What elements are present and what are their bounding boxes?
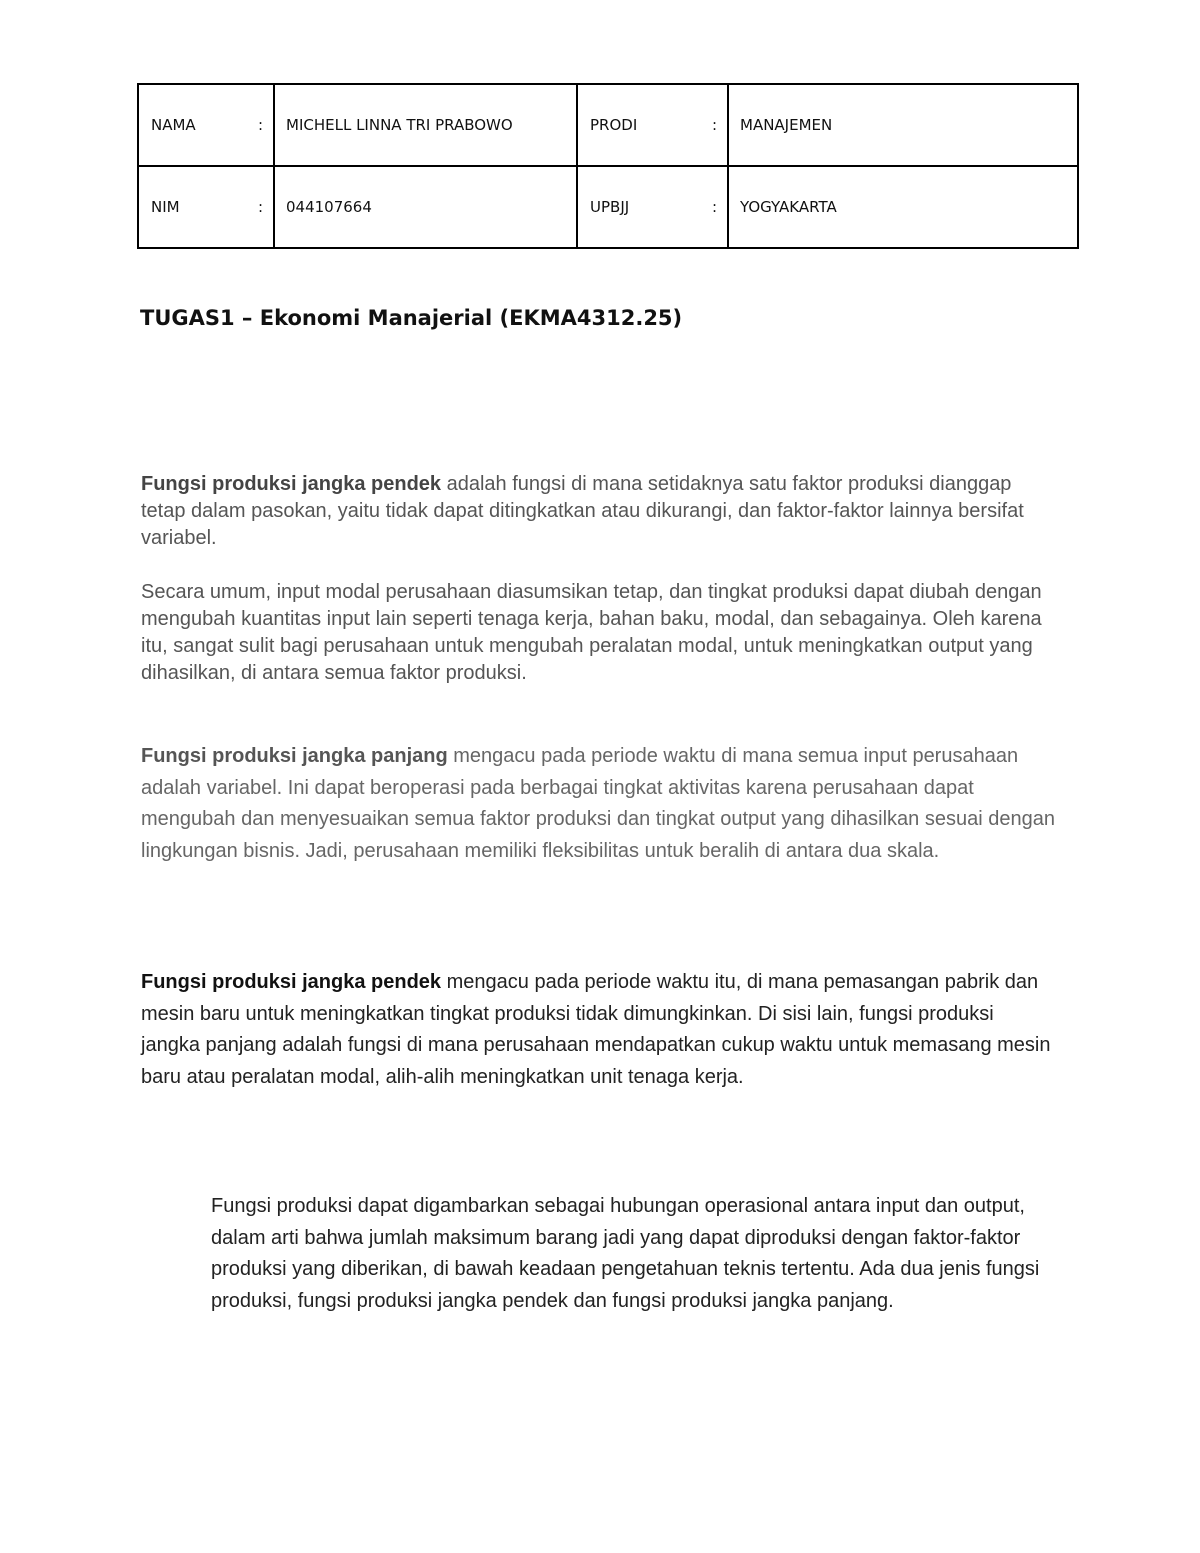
prodi-value: MANAJEMEN bbox=[728, 84, 1078, 166]
paragraph-body: adalah fungsi di mana setidaknya satu faktor produksi dianggap tetap dalam pasokan, yaitu tidak dapat ditingkatkan atau dikurangi, dan faktor-faktor lainnya bersifat variabel. bbox=[141, 473, 1024, 549]
paragraph-short-run-definition bbox=[141, 471, 1061, 552]
upbjj-value: YOGYAKARTA bbox=[728, 166, 1078, 248]
paragraph-bold-term: Fungsi produksi jangka panjang bbox=[141, 745, 448, 767]
paragraph-body: mengacu pada periode waktu di mana semua input perusahaan adalah variabel. Ini dapat beroperasi pada berbagai tingkat aktivitas karena perusahaan dapat mengubah dan menyesuaikan semua faktor produksi dan tingkat output yang dihasilkan sesuai dengan lingkungan bisnis. Jadi, perusahaan memiliki fleksibilitas untuk beralih di antara dua skala. bbox=[141, 745, 1055, 862]
student-info-row-nim bbox=[138, 166, 1078, 248]
paragraph-bold-term: Fungsi produksi jangka pendek bbox=[141, 473, 442, 495]
upbjj-colon: : bbox=[711, 198, 717, 216]
paragraph-long-run-definition bbox=[141, 741, 1066, 867]
name-label: NAMA bbox=[151, 116, 196, 134]
upbjj-label-cell bbox=[577, 166, 728, 248]
name-label-cell bbox=[138, 84, 274, 166]
prodi-colon: : bbox=[711, 116, 717, 134]
prodi-label: PRODI bbox=[590, 116, 638, 134]
paragraph-body: mengacu pada periode waktu itu, di mana pemasangan pabrik dan mesin baru untuk meningkatkan tingkat produksi tidak dimungkinkan. Di sisi lain, fungsi produksi jangka panjang adalah fungsi di mana perusahaan mendapatkan cukup waktu untuk memasang mesin baru atau peralatan modal, alih-alih meningkatkan unit tenaga kerja. bbox=[141, 971, 1051, 1088]
paragraph-bold-term: Fungsi produksi jangka pendek bbox=[141, 971, 442, 993]
nim-colon: : bbox=[257, 198, 263, 216]
student-info-row-name bbox=[138, 84, 1078, 166]
name-colon: : bbox=[257, 116, 263, 134]
paragraph-production-function-overview: Fungsi produksi dapat digambarkan sebagai hubungan operasional antara input dan output, dalam arti bahwa jumlah maksimum barang jadi yang dapat diproduksi dengan faktor-faktor produksi yang diberikan, di bawah keadaan pengetahuan teknis tertentu. Ada dua jenis fungsi produksi, fungsi produksi jangka pendek dan fungsi produksi jangka panjang. bbox=[211, 1195, 1040, 1312]
paragraph-short-vs-long-run bbox=[141, 967, 1051, 1093]
prodi-label-cell bbox=[577, 84, 728, 166]
student-info-table bbox=[137, 83, 1079, 249]
assignment-title: TUGAS1 – Ekonomi Manajerial (EKMA4312.25) bbox=[140, 306, 683, 330]
nim-label: NIM bbox=[151, 198, 180, 216]
paragraph-capital-input: Secara umum, input modal perusahaan diasumsikan tetap, dan tingkat produksi dapat diubah dengan mengubah kuantitas input lain seperti tenaga kerja, bahan baku, modal, dan sebagainya. Oleh karena itu, sangat sulit bagi perusahaan untuk mengubah peralatan modal, untuk meningkatkan output yang dihasilkan, di antara semua faktor produksi. bbox=[141, 581, 1042, 684]
name-value: MICHELL LINNA TRI PRABOWO bbox=[274, 84, 577, 166]
nim-label-cell bbox=[138, 166, 274, 248]
upbjj-label: UPBJJ bbox=[590, 198, 630, 216]
nim-value: 044107664 bbox=[274, 166, 577, 248]
